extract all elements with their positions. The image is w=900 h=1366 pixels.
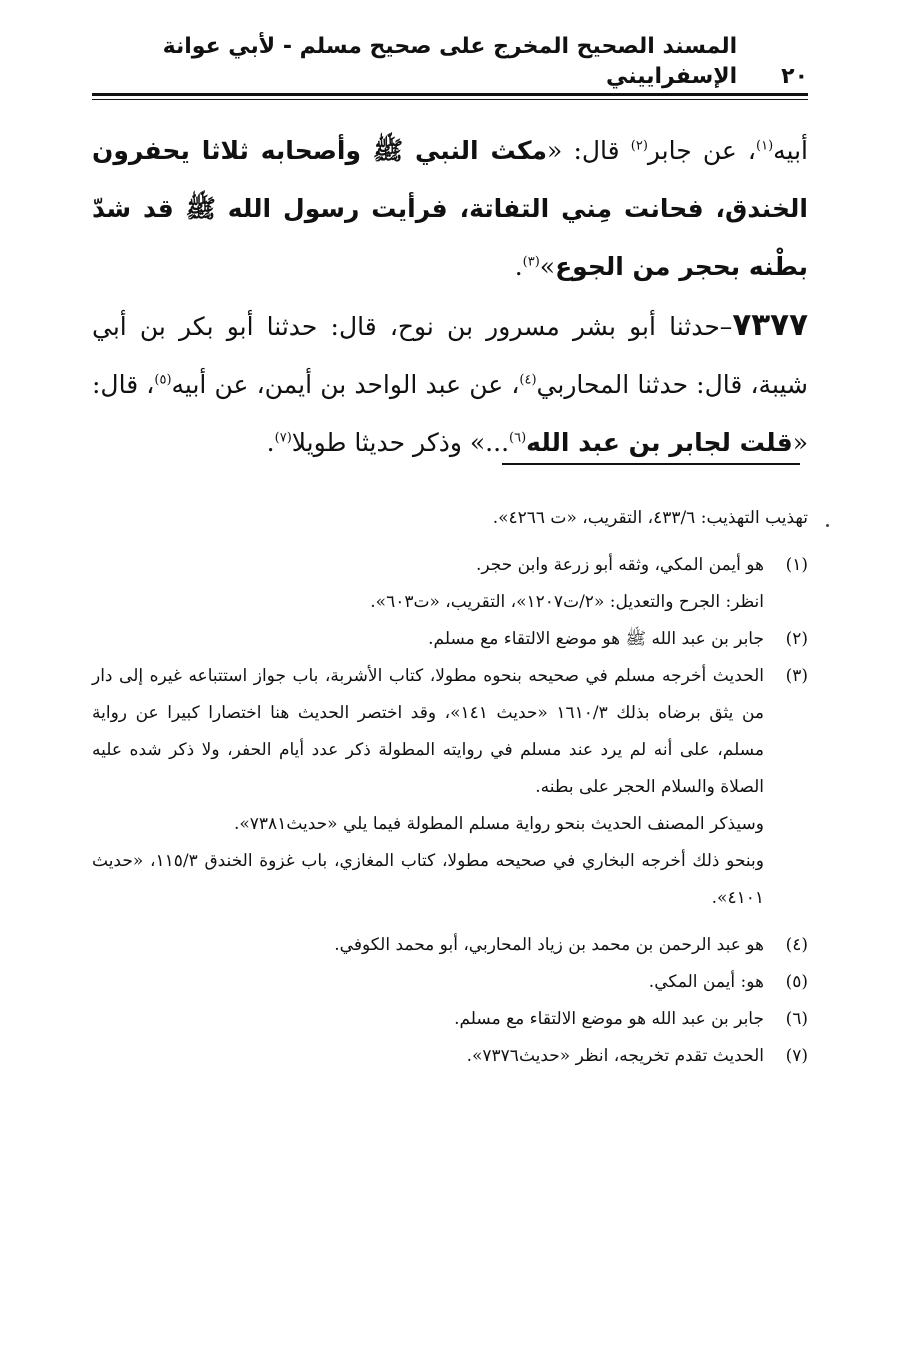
text-run: قال: « [547,136,631,165]
footnote-ref: (٧) [274,430,292,446]
footnote-text: هو أيمن المكي، وثقه أبو زرعة وابن حجر. [475,555,764,575]
footnote-intro [92,500,808,537]
footnote-4 [92,927,808,964]
running-header [92,34,808,92]
footnote-text: وبنحو ذلك أخرجه البخاري في صحيحه مطولا، كتاب المغازي، باب غزوة الخندق ١١٥/٣، «حديث ٤١٠١». [92,851,764,908]
footnote-3-continuation [92,806,808,843]
footnote-text: انظر: الجرح والتعديل: «٢/ت١٢٠٧»، التقريب، «ت٦٠٣». [370,592,764,612]
text-run: ، قال: « [92,370,808,457]
text-run: ، عن عبد الواحد بن أيمن، عن أبيه [171,370,520,399]
footnote-ref: (٤) [519,372,537,388]
footnotes-section [92,500,808,1075]
paragraph-hadith-continuation [92,122,808,296]
footnote-5 [92,964,808,1001]
footnote-3 [92,658,808,806]
text-run: » [539,252,556,281]
footnote-1 [92,547,808,584]
page-number: ٢٠ [781,64,808,89]
text-run: . [266,428,275,457]
footnote-marker: (٧) [785,1046,808,1066]
text-run: . [514,252,523,281]
scan-speck [826,524,829,527]
footnote-marker: (٢) [785,629,808,649]
footnote-2 [92,621,808,658]
footnote-marker: (٦) [785,1009,808,1029]
footnote-text: جابر بن عبد الله هو موضع الالتقاء مع مسلم. [454,1009,764,1029]
footnote-marker: (١) [785,555,808,575]
footnote-text: وسيذكر المصنف الحديث بنحو رواية مسلم المطولة فيما يلي «حديث٧٣٨١». [233,814,764,834]
running-title: المسند الصحيح المخرج على صحيح مسلم - لأبي عوانة الإسفراييني [162,34,738,89]
footnote-ref: (٢) [630,138,648,154]
footnote-ref: (٣) [522,254,540,270]
footnote-ref: (٥) [154,372,172,388]
text-run: –حدثنا أبو بشر مسرور بن نوح، قال: حدثنا أبو بكر بن أبي شيبة، قال: حدثنا المحاربي [92,312,808,399]
footnote-7 [92,1038,808,1075]
footnote-text: جابر بن عبد الله ﷺ هو موضع الالتقاء مع مسلم. [428,629,764,649]
footnote-marker: (٥) [785,972,808,992]
paragraph-hadith-7377 [92,296,808,472]
hadith-matn: قلت لجابر بن عبد الله [526,428,793,457]
text-run: ...» وذكر حديثا طويلا [291,428,510,457]
text-run: ، عن جابر [647,136,757,165]
text-run: أبيه [773,136,809,165]
footnote-6 [92,1001,808,1038]
footnote-marker: (٤) [785,935,808,955]
footnote-text: تهذيب التهذيب: ٤٣٣/٦، التقريب، «ت ٤٢٦٦». [492,508,808,528]
main-text [92,122,808,472]
footnote-text: الحديث أخرجه مسلم في صحيحه بنحوه مطولا، كتاب الأشربة، باب جواز استتباعه غيره إلى دار من يثق برضاه بذلك ١٦١٠/٣ «حديث ١٤١»، وقد اختصر الحديث هنا اختصارا كبيرا عن رواية مسلم، على أنه لم يرد عند مسلم في روايته المطولة ذكر عدد أيام الحفر، ولا ذكر شده عليه الصلاة والسلام الحجر على بطنه. [92,666,764,797]
footnote-separator [502,463,800,465]
hadith-number: ٧٣٧٧ [732,307,808,343]
header-rule-thick [92,93,808,96]
header-rule-thin [92,99,808,100]
footnote-text: هو: أيمن المكي. [648,972,764,992]
footnote-marker: (٣) [785,666,808,686]
footnote-3-continuation [92,843,808,917]
footnote-text: الحديث تقدم تخريجه، انظر «حديث٧٣٧٦». [466,1046,764,1066]
hadith-matn: مكث النبي ﷺ وأصحابه ثلاثا يحفرون الخندق، فحانت مِني التفاتة، فرأيت رسول الله ﷺ قد شدّ بطْنه بحجر من الجوع [92,136,808,281]
footnote-ref: (٦) [509,430,527,446]
footnote-text: هو عبد الرحمن بن محمد بن زياد المحاربي، أبو محمد الكوفي. [334,935,764,955]
footnote-1-continuation [92,584,808,621]
footnote-ref: (١) [756,138,774,154]
